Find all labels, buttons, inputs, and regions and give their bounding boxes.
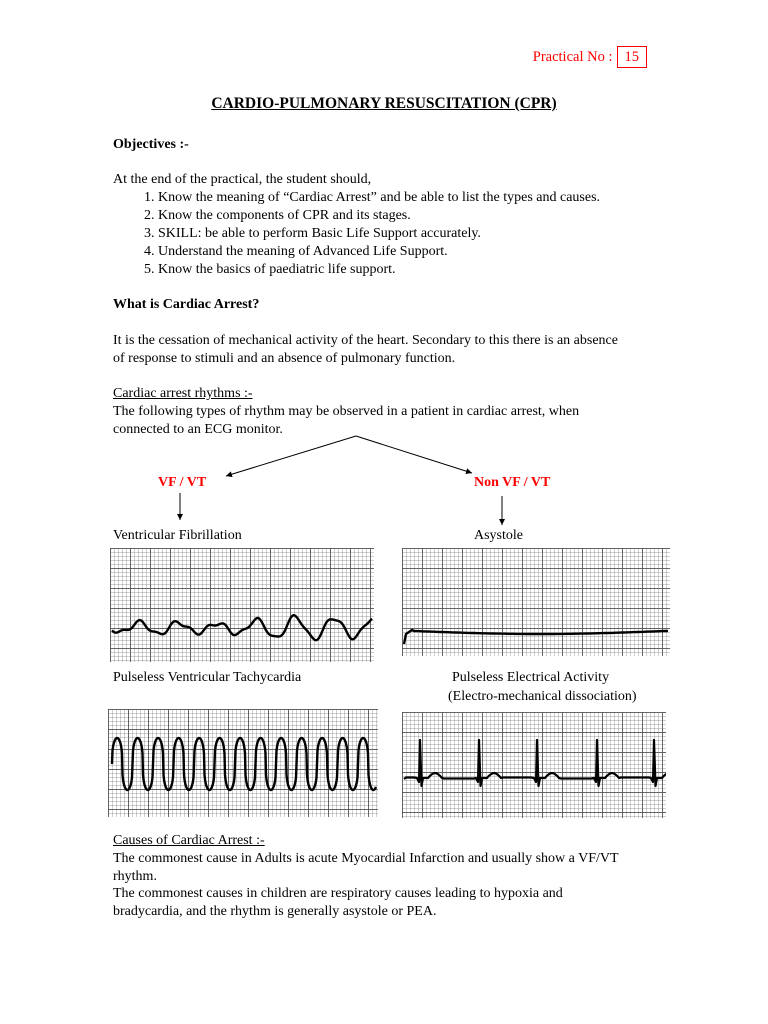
ecg-strip-asystole bbox=[402, 548, 670, 656]
branch-vf-vt: VF / VT bbox=[158, 475, 207, 490]
pvt-label: Pulseless Ventricular Tachycardia bbox=[113, 670, 302, 685]
cardiac-arrest-definition: It is the cessation of mechanical activity of the heart. Secondary to this there is an absence of response to stimuli and an absence of pulmonary function. bbox=[113, 333, 618, 366]
pea-label-line1: Pulseless Electrical Activity bbox=[452, 670, 610, 685]
ecg-grid bbox=[402, 548, 670, 656]
objective-item: 4. Understand the meaning of Advanced Life Support. bbox=[158, 243, 758, 261]
branch-arrows bbox=[0, 430, 768, 530]
vf-label: Ventricular Fibrillation bbox=[113, 528, 242, 543]
objective-item: 3. SKILL: be able to perform Basic Life Support accurately. bbox=[158, 225, 758, 243]
ecg-grid bbox=[402, 712, 666, 818]
branch-non-vf-vt: Non VF / VT bbox=[474, 475, 551, 490]
objective-item: 1. Know the meaning of “Cardiac Arrest” and be able to list the types and causes. bbox=[158, 189, 758, 207]
objectives-intro: At the end of the practical, the student should, bbox=[113, 172, 372, 187]
objective-item: 5. Know the basics of paediatric life support. bbox=[158, 261, 758, 279]
objectives-heading: Objectives :- bbox=[113, 137, 189, 152]
asystole-label: Asystole bbox=[474, 528, 523, 543]
objective-item: 2. Know the components of CPR and its stages. bbox=[158, 207, 758, 225]
ecg-strip-pea bbox=[402, 712, 666, 818]
ecg-strip-pvt bbox=[108, 709, 378, 817]
rhythms-heading: Cardiac arrest rhythms :- bbox=[113, 386, 253, 401]
causes-children: The commonest causes in children are respiratory causes leading to hypoxia and bradycardia, and the rhythm is generally asystole or PEA. bbox=[113, 886, 563, 919]
ecg-strip-vf bbox=[110, 548, 374, 662]
objectives-list bbox=[113, 189, 758, 279]
practical-label-text: Practical No : bbox=[532, 49, 613, 65]
cardiac-arrest-heading: What is Cardiac Arrest? bbox=[113, 297, 260, 312]
causes-heading: Causes of Cardiac Arrest :- bbox=[113, 833, 265, 848]
rhythms-intro: The following types of rhythm may be observed in a patient in cardiac arrest, when connected to an ECG monitor. bbox=[113, 404, 580, 437]
pea-label-line2: (Electro-mechanical dissociation) bbox=[448, 689, 637, 704]
practical-number-box: 15 bbox=[617, 46, 648, 68]
causes-adults: The commonest cause in Adults is acute Myocardial Infarction and usually show a VF/VT rhythm. bbox=[113, 851, 619, 884]
ecg-trace bbox=[404, 630, 668, 644]
practical-number-label bbox=[533, 46, 647, 68]
ecg-grid bbox=[110, 548, 374, 662]
page-title: CARDIO-PULMONARY RESUSCITATION (CPR) bbox=[211, 95, 557, 112]
